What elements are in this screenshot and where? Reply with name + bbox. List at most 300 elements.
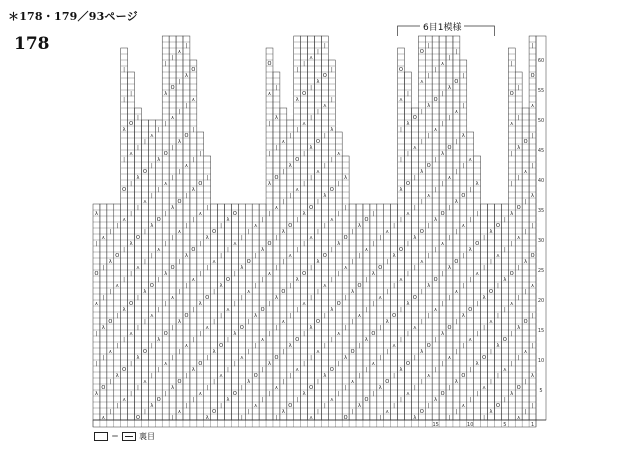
stitch-symbol: ⋏ xyxy=(461,403,466,410)
stitch-symbol: | xyxy=(324,43,326,50)
stitch-symbol: O xyxy=(461,373,466,380)
stitch-symbol: O xyxy=(315,319,320,326)
stitch-symbol: ⋏ xyxy=(163,181,168,188)
stitch-symbol: | xyxy=(303,61,305,68)
stitch-symbol: λ xyxy=(94,391,98,398)
stitch-symbol: | xyxy=(116,313,119,320)
stitch-symbol: O xyxy=(198,181,203,188)
stitch-symbol: ⋏ xyxy=(440,61,445,68)
column-number-label: 1 xyxy=(530,422,535,428)
stitch-symbol: | xyxy=(227,337,229,344)
stitch-symbol: | xyxy=(427,403,430,410)
stitch-symbol: λ xyxy=(212,349,216,356)
stitch-symbol: ⋏ xyxy=(509,121,514,128)
stitch-symbol: ⋏ xyxy=(94,301,99,308)
stitch-symbol: ⋏ xyxy=(364,247,369,254)
stitch-symbol: | xyxy=(517,85,520,92)
stitch-symbol: O xyxy=(115,253,120,260)
stitch-symbol: O xyxy=(364,217,369,224)
stitch-symbol: λ xyxy=(171,205,175,212)
stitch-symbol: | xyxy=(185,223,188,230)
stitch-symbol: | xyxy=(434,367,437,374)
stitch-symbol: O xyxy=(357,283,362,290)
stitch-symbol: ⋏ xyxy=(302,301,306,308)
stitch-symbol: | xyxy=(289,193,292,200)
stitch-symbol: λ xyxy=(358,223,361,230)
stitch-symbol: | xyxy=(427,253,430,260)
stitch-symbol: O xyxy=(440,391,445,398)
stitch-symbol: | xyxy=(303,241,305,248)
stitch-symbol: ⋏ xyxy=(233,241,237,248)
stitch-symbol: | xyxy=(531,343,534,350)
stitch-symbol: | xyxy=(157,187,160,194)
stitch-symbol: O xyxy=(405,361,410,368)
stitch-symbol: ⋏ xyxy=(489,319,493,326)
stitch-symbol: | xyxy=(317,49,319,56)
stitch-symbol: | xyxy=(178,109,181,116)
stitch-symbol: λ xyxy=(122,307,126,314)
stitch-symbol: | xyxy=(504,217,506,224)
stitch-symbol: ⋏ xyxy=(523,349,528,356)
stitch-symbol: | xyxy=(448,55,451,62)
stitch-symbol: ⋏ xyxy=(447,355,452,362)
stitch-symbol: | xyxy=(483,265,485,272)
stitch-symbol: ⋏ xyxy=(281,319,286,326)
stitch-symbol: O xyxy=(350,349,355,356)
stitch-symbol: ⋏ xyxy=(406,211,410,218)
stitch-symbol: | xyxy=(351,409,354,416)
stitch-symbol: ⋏ xyxy=(295,187,300,194)
stitch-symbol: | xyxy=(150,253,153,260)
stitch-symbol: λ xyxy=(413,235,417,242)
stitch-symbol: | xyxy=(268,211,271,218)
stitch-symbol: | xyxy=(414,355,416,362)
stitch-symbol: ⋏ xyxy=(385,229,390,236)
stitch-symbol: | xyxy=(116,403,119,410)
stitch-symbol: ⋏ xyxy=(461,223,466,230)
stitch-symbol: O xyxy=(523,139,528,146)
stitch-symbol: λ xyxy=(351,289,355,296)
stitch-symbol: O xyxy=(343,415,348,422)
stitch-symbol: ⋏ xyxy=(253,403,258,410)
stitch-symbol: λ xyxy=(129,241,133,248)
stitch-symbol: | xyxy=(150,343,153,350)
stitch-symbol: | xyxy=(462,343,465,350)
stitch-symbol: λ xyxy=(281,229,285,236)
row-number-label: 35 xyxy=(537,208,545,214)
stitch-symbol: O xyxy=(336,301,341,308)
stitch-symbol: O xyxy=(433,277,438,284)
stitch-symbol: | xyxy=(365,367,368,374)
stitch-symbol: | xyxy=(379,325,382,332)
stitch-symbol: | xyxy=(116,343,119,350)
stitch-symbol: | xyxy=(497,373,499,380)
stitch-symbol: ⋏ xyxy=(336,151,341,158)
stitch-symbol: ⋏ xyxy=(454,109,459,116)
stitch-symbol: | xyxy=(531,403,534,410)
stitch-symbol: | xyxy=(144,319,146,326)
stitch-symbol: ⋏ xyxy=(302,121,306,128)
stitch-symbol: O xyxy=(399,247,403,254)
stitch-symbol: | xyxy=(504,397,506,404)
stitch-symbol: | xyxy=(123,247,125,254)
stitch-symbol: ⋏ xyxy=(509,301,514,308)
stitch-symbol: O xyxy=(412,115,417,122)
stitch-symbol: | xyxy=(296,307,299,314)
stitch-symbol: λ xyxy=(254,313,258,320)
stitch-symbol: O xyxy=(122,367,127,374)
stitch-symbol: λ xyxy=(150,403,154,410)
stitch-symbol: ⋏ xyxy=(115,283,120,290)
stitch-symbol: | xyxy=(427,43,430,50)
stitch-symbol: ⋏ xyxy=(530,103,535,110)
stitch-symbol: | xyxy=(414,175,416,182)
stitch-symbol: | xyxy=(510,61,513,68)
stitch-symbol: λ xyxy=(247,379,251,386)
stitch-symbol: λ xyxy=(143,289,147,296)
stitch-symbol: ⋏ xyxy=(419,259,424,266)
stitch-symbol: λ xyxy=(510,211,514,218)
stitch-symbol: O xyxy=(184,133,189,140)
stitch-symbol: O xyxy=(412,295,417,302)
stitch-symbol: | xyxy=(310,295,312,302)
stitch-symbol: | xyxy=(150,373,153,380)
stitch-symbol: | xyxy=(310,355,312,362)
stitch-symbol: | xyxy=(490,259,492,266)
stitch-symbol: | xyxy=(240,385,243,392)
stitch-symbol: | xyxy=(517,355,520,362)
stitch-symbol: | xyxy=(483,415,485,422)
stitch-symbol: | xyxy=(420,319,423,326)
stitch-symbol: ⋏ xyxy=(191,97,196,104)
row-number-label: 40 xyxy=(537,178,545,184)
row-number-label: 60 xyxy=(537,58,545,64)
stitch-symbol: | xyxy=(109,379,112,386)
row-number-label: 10 xyxy=(537,358,545,364)
stitch-symbol: O xyxy=(523,319,528,326)
stitch-symbol: | xyxy=(483,325,485,332)
stitch-symbol: λ xyxy=(108,259,112,266)
stitch-symbol: | xyxy=(379,235,382,242)
stitch-symbol: O xyxy=(419,49,424,56)
stitch-symbol: | xyxy=(414,205,416,212)
stitch-symbol: λ xyxy=(198,301,202,308)
stitch-symbol: | xyxy=(220,223,222,230)
stitch-symbol: ⋏ xyxy=(101,415,106,422)
stitch-symbol: | xyxy=(268,151,271,158)
stitch-symbol: λ xyxy=(184,253,188,260)
stitch-symbol: λ xyxy=(295,277,299,284)
stitch-symbol: O xyxy=(322,253,327,260)
stitch-symbol: λ xyxy=(337,241,341,248)
stitch-symbol: | xyxy=(275,265,278,272)
stitch-symbol: O xyxy=(205,295,210,302)
stitch-symbol: ⋏ xyxy=(323,103,327,110)
stitch-symbol: | xyxy=(510,241,513,248)
stitch-symbol: O xyxy=(433,97,438,104)
stitch-symbol: O xyxy=(226,277,230,284)
stitch-symbol: | xyxy=(268,121,271,128)
column-number-label: 5 xyxy=(503,422,507,428)
stitch-symbol: | xyxy=(448,205,451,212)
stitch-symbol: λ xyxy=(233,331,237,338)
stitch-symbol: ⋏ xyxy=(406,391,410,398)
stitch-symbol: ⋏ xyxy=(454,289,459,296)
stitch-symbol: | xyxy=(448,385,451,392)
stitch-symbol: | xyxy=(192,337,195,344)
stitch-symbol: ⋏ xyxy=(350,379,355,386)
stitch-symbol: ⋏ xyxy=(413,325,417,332)
stitch-symbol: | xyxy=(296,217,299,224)
stitch-symbol: O xyxy=(419,229,424,236)
stitch-symbol: | xyxy=(157,127,160,134)
stitch-symbol: | xyxy=(109,289,112,296)
stitch-symbol: O xyxy=(129,121,134,128)
stitch-symbol: | xyxy=(469,397,472,404)
stitch-symbol: O xyxy=(378,265,383,272)
stitch-symbol: | xyxy=(102,355,105,362)
stitch-symbol: | xyxy=(275,415,278,422)
legend-purl-box-icon xyxy=(122,432,136,441)
stitch-symbol: | xyxy=(337,211,340,218)
stitch-symbol: λ xyxy=(309,145,313,152)
row-number-label: 30 xyxy=(537,238,545,244)
stitch-symbol: | xyxy=(330,337,333,344)
stitch-symbol: λ xyxy=(136,175,140,182)
stitch-symbol: λ xyxy=(274,115,278,122)
stitch-symbol: | xyxy=(192,397,195,404)
stitch-symbol: O xyxy=(191,67,196,74)
stitch-symbol: | xyxy=(171,175,174,182)
stitch-symbol: | xyxy=(123,67,125,74)
stitch-symbol: O xyxy=(129,301,134,308)
stitch-symbol: ⋏ xyxy=(253,223,258,230)
stitch-symbol: | xyxy=(240,235,243,242)
stitch-symbol: | xyxy=(427,73,430,80)
stitch-symbol: | xyxy=(344,385,347,392)
stitch-symbol: ⋏ xyxy=(205,325,210,332)
stitch-symbol: ⋏ xyxy=(309,235,313,242)
stitch-symbol: λ xyxy=(157,337,161,344)
stitch-symbol: O xyxy=(219,343,224,350)
stitch-symbol: | xyxy=(227,247,229,254)
stitch-symbol: | xyxy=(247,349,250,356)
stitch-symbol: ⋏ xyxy=(496,253,500,260)
stitch-symbol: λ xyxy=(171,385,175,392)
stitch-symbol: ⋏ xyxy=(433,127,438,134)
stitch-symbol: | xyxy=(400,337,402,344)
stitch-symbol: | xyxy=(407,151,409,158)
stitch-symbol: O xyxy=(163,151,168,158)
stitch-symbol: | xyxy=(455,349,458,356)
stitch-symbol: | xyxy=(95,331,98,338)
stitch-symbol: | xyxy=(296,397,299,404)
stitch-symbol: | xyxy=(497,283,499,290)
stitch-symbol: | xyxy=(427,223,430,230)
stitch-symbol: | xyxy=(206,385,209,392)
stitch-symbol: | xyxy=(144,259,146,266)
stitch-symbol: λ xyxy=(261,247,265,254)
stitch-symbol: λ xyxy=(371,271,375,278)
stitch-symbol: ⋏ xyxy=(316,349,320,356)
stitch-symbol: λ xyxy=(344,355,348,362)
stitch-symbol: ⋏ xyxy=(323,283,327,290)
stitch-symbol: | xyxy=(178,79,181,86)
stitch-symbol: | xyxy=(531,133,534,140)
stitch-symbol: O xyxy=(447,145,452,152)
stitch-symbol: | xyxy=(310,115,312,122)
stitch-symbol: | xyxy=(462,283,465,290)
stitch-symbol: λ xyxy=(295,97,299,104)
stitch-symbol: O xyxy=(170,85,175,92)
row-number-label: 25 xyxy=(537,268,545,274)
stitch-symbol: | xyxy=(144,229,146,236)
stitch-symbol: | xyxy=(324,223,326,230)
stitch-symbol: λ xyxy=(178,139,182,146)
stitch-symbol: O xyxy=(405,181,410,188)
stitch-symbol: O xyxy=(163,331,168,338)
stitch-symbol: λ xyxy=(178,319,182,326)
stitch-symbol: | xyxy=(476,391,479,398)
stitch-symbol: O xyxy=(246,259,251,266)
stitch-symbol: | xyxy=(102,265,105,272)
stitch-symbol: ⋏ xyxy=(343,265,348,272)
stitch-symbol: | xyxy=(434,337,437,344)
stitch-symbol: ⋏ xyxy=(482,385,486,392)
stitch-symbol: | xyxy=(254,253,257,260)
stitch-symbol: O xyxy=(454,259,459,266)
stitch-symbol: O xyxy=(509,271,514,278)
stitch-symbol: λ xyxy=(122,127,126,134)
stitch-symbol: | xyxy=(434,247,437,254)
stitch-symbol: ⋏ xyxy=(143,379,147,386)
stitch-symbol: | xyxy=(386,289,389,296)
stitch-symbol: O xyxy=(502,337,507,344)
stitch-symbol: | xyxy=(462,253,465,260)
stitch-symbol: ⋏ xyxy=(426,373,431,380)
stitch-symbol: | xyxy=(171,325,174,332)
stitch-symbol: | xyxy=(324,133,326,140)
stitch-symbol: | xyxy=(344,295,347,302)
stitch-symbol: O xyxy=(232,211,237,218)
stitch-symbol: λ xyxy=(434,217,438,224)
stitch-symbol: λ xyxy=(427,283,431,290)
stitch-symbol: | xyxy=(420,379,423,386)
stitch-symbol: | xyxy=(517,175,520,182)
stitch-symbol: | xyxy=(400,217,402,224)
stitch-symbol: λ xyxy=(482,295,486,302)
stitch-symbol: | xyxy=(282,379,285,386)
stitch-symbol: | xyxy=(351,259,354,266)
stitch-symbol: ⋏ xyxy=(184,163,189,170)
stitch-symbol: | xyxy=(337,181,340,188)
stitch-symbol: | xyxy=(185,193,188,200)
stitch-symbol: | xyxy=(524,409,527,416)
row-number-label: 50 xyxy=(537,118,545,124)
stitch-symbol: | xyxy=(213,319,215,326)
stitch-symbol: | xyxy=(303,361,305,368)
pattern-number: 178 xyxy=(14,34,50,54)
stitch-symbol: | xyxy=(137,325,139,332)
stitch-symbol: | xyxy=(157,277,160,284)
stitch-symbol: | xyxy=(247,319,250,326)
stitch-symbol: | xyxy=(469,217,472,224)
stitch-symbol: | xyxy=(109,409,112,416)
stitch-symbol: λ xyxy=(517,325,521,332)
stitch-symbol: λ xyxy=(240,265,244,272)
stitch-symbol: ⋏ xyxy=(170,295,175,302)
stitch-symbol: | xyxy=(199,151,202,158)
stitch-symbol: | xyxy=(490,379,492,386)
stitch-symbol: λ xyxy=(150,223,154,230)
stitch-symbol: | xyxy=(386,349,389,356)
stitch-symbol: | xyxy=(144,139,146,146)
stitch-symbol: | xyxy=(289,373,292,380)
stitch-symbol: O xyxy=(94,271,99,278)
stitch-symbol: | xyxy=(441,271,444,278)
stitch-symbol: λ xyxy=(496,343,500,350)
stitch-symbol: ⋏ xyxy=(136,265,140,272)
stitch-symbol: | xyxy=(240,295,243,302)
stitch-symbol: O xyxy=(315,139,320,146)
stitch-symbol: λ xyxy=(316,259,320,266)
stitch-symbol: | xyxy=(330,97,333,104)
pattern-reference: ＊178・179／93ページ xyxy=(8,10,138,23)
stitch-symbol: O xyxy=(142,169,147,176)
stitch-symbol: | xyxy=(379,415,382,422)
stitch-symbol: λ xyxy=(420,169,424,176)
stitch-symbol: | xyxy=(137,145,139,152)
stitch-symbol: | xyxy=(441,121,444,128)
stitch-symbol: | xyxy=(462,163,465,170)
row-number-label: 55 xyxy=(537,88,545,94)
stitch-symbol: λ xyxy=(101,325,105,332)
stitch-symbol: O xyxy=(267,61,272,68)
stitch-symbol: | xyxy=(393,223,395,230)
stitch-symbol: | xyxy=(372,301,375,308)
stitch-symbol: | xyxy=(420,199,423,206)
stitch-symbol: | xyxy=(296,127,299,134)
stitch-symbol: λ xyxy=(406,301,410,308)
row-number-label: 20 xyxy=(537,298,545,304)
stitch-symbol: O xyxy=(399,67,403,74)
stitch-symbol: O xyxy=(516,385,521,392)
stitch-symbol: | xyxy=(434,187,437,194)
stitch-symbol: | xyxy=(164,61,167,68)
stitch-symbol: λ xyxy=(420,349,424,356)
stitch-symbol: | xyxy=(358,373,361,380)
stitch-symbol: | xyxy=(455,139,458,146)
stitch-symbol: | xyxy=(171,355,174,362)
stitch-symbol: ⋏ xyxy=(129,151,133,158)
stitch-symbol: | xyxy=(137,295,139,302)
stitch-symbol: | xyxy=(317,229,319,236)
stitch-symbol: | xyxy=(434,67,437,74)
stitch-symbol: λ xyxy=(344,175,348,182)
stitch-symbol: ⋏ xyxy=(309,55,313,62)
stitch-symbol: | xyxy=(400,397,402,404)
row-number-label: 5 xyxy=(539,388,543,394)
stitch-symbol: | xyxy=(330,67,333,74)
stitch-symbol: ⋏ xyxy=(198,391,203,398)
stitch-symbol: ⋏ xyxy=(101,235,106,242)
stitch-symbol: O xyxy=(184,313,189,320)
stitch-symbol: | xyxy=(296,67,299,74)
stitch-symbol: O xyxy=(149,283,154,290)
stitch-symbol: λ xyxy=(323,193,327,200)
stitch-symbol: λ xyxy=(524,259,528,266)
stitch-symbol: ⋏ xyxy=(316,169,320,176)
